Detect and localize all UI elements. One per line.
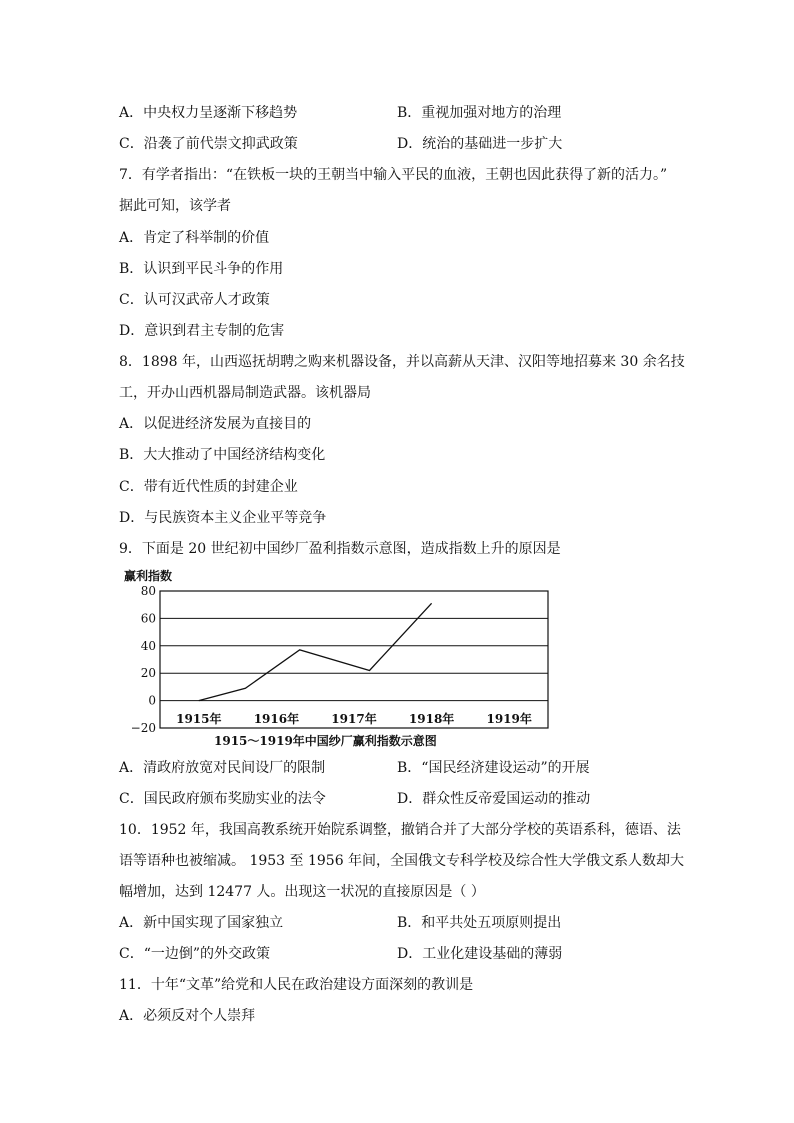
- q9-profit-index-chart: [118, 566, 558, 750]
- chart-title: 1915～1919年中国纱厂赢利指数示意图: [214, 734, 437, 748]
- chart-y-tick-label: −20: [130, 721, 156, 735]
- chart-x-tick-label: 1915年: [176, 712, 222, 726]
- q10-option-a[interactable]: A．新中国实现了国家独立: [119, 915, 284, 931]
- q10-option-b[interactable]: B．和平共处五项原则提出: [397, 915, 562, 931]
- chart-plot-frame: [160, 591, 548, 728]
- chart-y-ticks: [131, 584, 156, 735]
- q8-option-a[interactable]: A．以促进经济发展为直接目的: [119, 416, 312, 432]
- chart-x-ticks: [176, 711, 532, 726]
- q9-option-b[interactable]: B．“国民经济建设运动”的开展: [397, 760, 590, 776]
- chart-x-tick-label: 1918年: [408, 712, 455, 726]
- q10-option-c[interactable]: C．“一边倒”的外交政策: [119, 946, 271, 962]
- q10-stem-line-1: 10．1952 年，我国高教系统开始院系调整，撤销合并了大部分学校的英语系科，德语、法: [119, 822, 681, 838]
- chart-y-tick-label: 20: [140, 666, 156, 681]
- q6-option-a[interactable]: A．中央权力呈逐渐下移趋势: [119, 105, 298, 121]
- q10-stem-line-3: 幅增加，达到 12477 人。出现这一状况的直接原因是（ ）: [119, 884, 485, 900]
- q6-option-b[interactable]: B．重视加强对地方的治理: [397, 105, 562, 121]
- q7-option-b[interactable]: B．认识到平民斗争的作用: [119, 261, 284, 277]
- q7-stem-line-2: 据此可知，该学者: [119, 198, 231, 214]
- q6-option-c[interactable]: C．沿袭了前代崇文抑武政策: [119, 136, 298, 152]
- q7-option-c[interactable]: C．认可汉武帝人才政策: [119, 292, 270, 308]
- q11-option-a[interactable]: A．必须反对个人崇拜: [119, 1008, 256, 1024]
- chart-x-tick-label: 1917年: [331, 712, 377, 726]
- q8-option-d[interactable]: D．与民族资本主义企业平等竞争: [119, 510, 327, 526]
- chart-y-tick-label: 0: [148, 693, 156, 708]
- q9-stem: 9．下面是 20 世纪初中国纱厂盈利指数示意图，造成指数上升的原因是: [119, 541, 561, 557]
- q8-option-b[interactable]: B．大大推动了中国经济结构变化: [119, 447, 326, 463]
- chart-x-tick-label: 1919年: [486, 712, 532, 726]
- q8-option-c[interactable]: C．带有近代性质的封建企业: [119, 479, 298, 495]
- q6-options-row-1: [0, 103, 794, 123]
- q9-option-a[interactable]: A．清政府放宽对民间设厂的限制: [119, 760, 326, 776]
- chart-series-line: [199, 603, 432, 700]
- chart-x-tick-label: 1916年: [253, 712, 300, 726]
- chart-y-tick-label: 60: [140, 611, 156, 626]
- q8-stem-line-2: 工，开办山西机器局制造武器。该机器局: [119, 385, 371, 401]
- q7-option-d[interactable]: D．意识到君主专制的危害: [119, 323, 285, 339]
- q9-options-row-2: [0, 789, 794, 809]
- q10-options-row-1: [0, 913, 794, 933]
- q9-option-c[interactable]: C．国民政府颁布奖励实业的法令: [119, 791, 326, 807]
- q9-option-d[interactable]: D．群众性反帝爱国运动的推动: [397, 791, 591, 807]
- q10-option-d[interactable]: D．工业化建设基础的薄弱: [397, 946, 563, 962]
- q9-options-row-1: [0, 758, 794, 778]
- q6-options-row-2: [0, 134, 794, 154]
- q10-options-row-2: [0, 944, 794, 964]
- q7-stem-line-1: 7．有学者指出：“在铁板一块的王朝当中输入平民的血液，王朝也因此获得了新的活力。”: [119, 167, 668, 183]
- chart-ylabel: 赢利指数: [124, 569, 173, 583]
- chart-y-tick-label: 80: [140, 584, 156, 598]
- chart-grid: [160, 591, 548, 728]
- q7-option-a[interactable]: A．肯定了科举制的价值: [119, 230, 270, 246]
- q10-stem-line-2: 语等语种也被缩减。 1953 至 1956 年间，全国俄文专科学校及综合性大学俄文系人数却大: [119, 853, 685, 869]
- chart-series: [199, 603, 432, 700]
- q6-option-d[interactable]: D．统治的基础进一步扩大: [397, 136, 563, 152]
- q11-stem: 11．十年“文革”给党和人民在政治建设方面深刻的教训是: [119, 977, 474, 993]
- q8-stem-line-1: 8．1898 年，山西巡抚胡聘之购来机器设备，并以高薪从天津、汉阳等地招募来 30 余名技: [119, 354, 685, 370]
- chart-y-tick-label: 40: [140, 638, 156, 653]
